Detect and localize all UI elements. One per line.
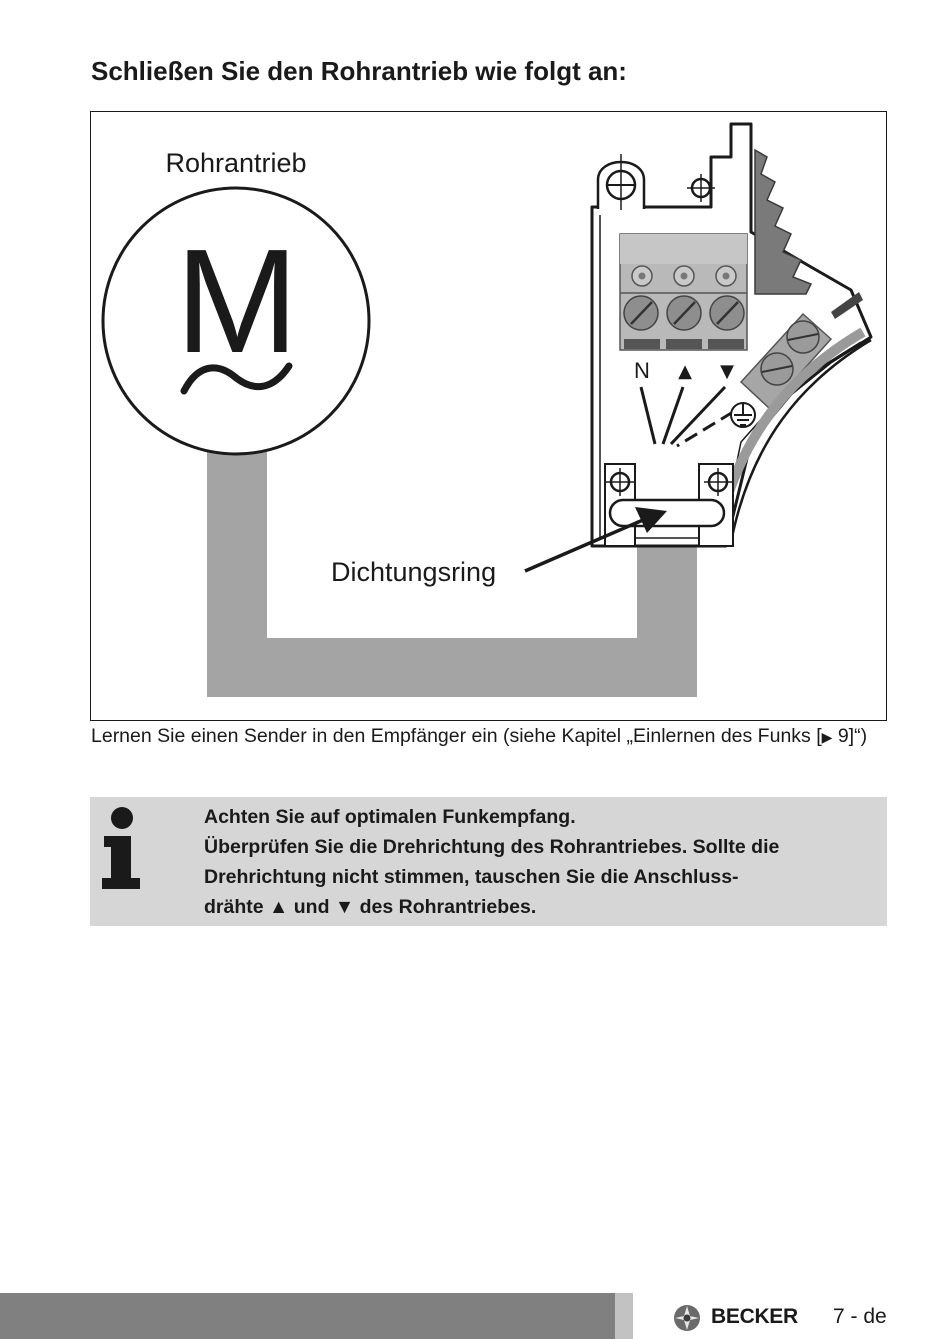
info-line-3b: und — [288, 896, 335, 918]
footer-page-number: 7 - de — [833, 1305, 887, 1328]
info-box — [90, 797, 887, 926]
chapter-reference-arrow: ▶ — [821, 729, 833, 745]
paragraph-text-end: 9]“) — [832, 725, 868, 747]
terminal-label-up: ▲ — [678, 361, 692, 382]
motor-symbol: M — [175, 219, 299, 384]
footer-brand: BECKER — [711, 1305, 798, 1328]
info-text — [204, 802, 884, 922]
info-line-2: Überprüfen Sie die Drehrichtung des Rohrantriebes. Sollte die Drehrichtung nicht stimmen, tauschen Sie die Anschluss- — [204, 836, 780, 888]
up-arrow-icon: ▲ — [269, 896, 289, 918]
paragraph-text-start: Lernen Sie einen Sender in den Empfänger ein (siehe Kapitel „Einlernen des Funks [ — [91, 725, 822, 747]
terminal-block — [620, 234, 747, 350]
terminal-label-neutral: N — [634, 358, 650, 383]
terminal-label-down: ▼ — [720, 361, 734, 382]
terminal-screw-icon — [710, 296, 744, 330]
terminal-screw-icon — [624, 296, 658, 330]
seal-label: Dichtungsring — [331, 557, 497, 587]
footer-bar-accent — [615, 1293, 633, 1339]
info-line-3c: des Rohrantriebes. — [354, 896, 537, 918]
info-line-1: Achten Sie auf optimalen Funkempfang. — [204, 806, 576, 828]
info-icon — [98, 807, 148, 891]
sealing-ring — [610, 500, 724, 526]
motor-label: Rohrantrieb — [165, 148, 307, 178]
instruction-paragraph — [91, 722, 891, 751]
page-heading: Schließen Sie den Rohrantrieb wie folgt an: — [91, 56, 627, 86]
wiring-diagram — [90, 111, 887, 721]
info-line-3a: drähte — [204, 896, 270, 918]
footer-bar — [0, 1293, 615, 1339]
earth-ground-icon — [731, 403, 755, 427]
down-arrow-icon: ▼ — [334, 896, 355, 918]
wiring-diagram-svg — [91, 112, 888, 722]
becker-logo-icon — [672, 1303, 702, 1333]
terminal-screw-icon — [667, 296, 701, 330]
